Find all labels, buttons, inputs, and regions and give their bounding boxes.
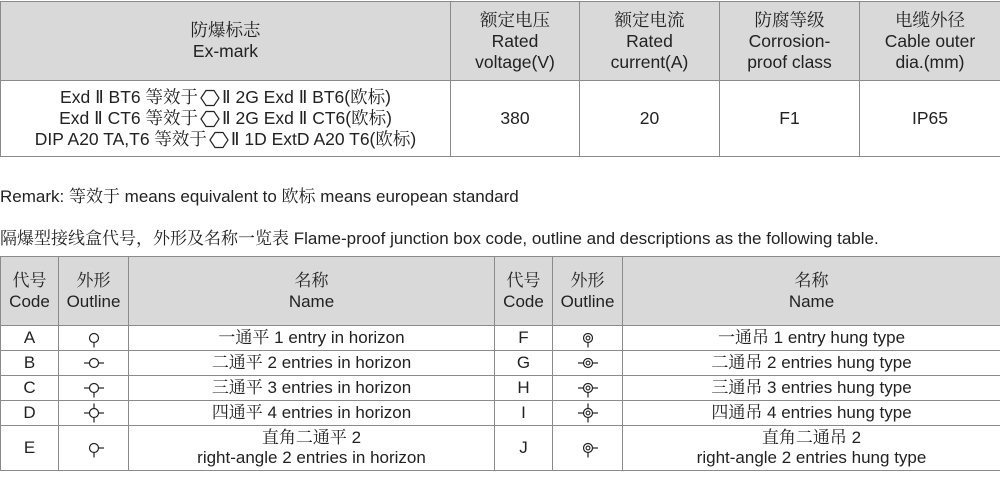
two-entries-horizontal-icon [83, 353, 105, 373]
table-row [1, 326, 1000, 351]
header-line: Cable outer [884, 30, 976, 51]
ex-mark-cell [1, 81, 451, 157]
name-cell [623, 326, 1000, 351]
header-line: 防爆标志 [190, 20, 261, 40]
right-angle-two-entries-hung-icon [577, 438, 599, 458]
outline-cell [59, 426, 129, 471]
spec-data-row [1, 81, 1000, 157]
name-cell [129, 376, 495, 401]
ex-logo-icon [209, 131, 229, 149]
outline-cell [553, 401, 623, 426]
outline-header [59, 257, 129, 326]
name-header [129, 257, 495, 326]
table-row [1, 351, 1000, 376]
code-cell: C [1, 376, 59, 401]
outline-cell [553, 426, 623, 471]
name-line: 一通平 1 entry in horizon [218, 328, 405, 347]
code-cell: J [495, 426, 553, 471]
corrosion-class-value: F1 [720, 81, 860, 157]
name-line: right-angle 2 entries hung type [696, 448, 927, 467]
name-line: 二通吊 2 entries hung type [711, 353, 912, 372]
name-line: 四通平 4 entries in horizon [211, 403, 412, 422]
name-line: 四通吊 4 entries hung type [711, 403, 912, 422]
outline-cell [553, 326, 623, 351]
rated-voltage-value: 380 [451, 81, 580, 157]
name-cell [129, 351, 495, 376]
two-entries-hung-icon [577, 353, 599, 373]
ex-logo-icon [200, 89, 220, 107]
name-cell [623, 351, 1000, 376]
code-cell: E [1, 426, 59, 471]
outline-cell [59, 326, 129, 351]
code-cell: H [495, 376, 553, 401]
four-entries-hung-icon [577, 403, 599, 423]
header-line: 代号 [506, 271, 541, 290]
four-entries-horizontal-icon [83, 403, 105, 423]
header-line: Outline [66, 292, 121, 311]
rated-voltage-header [451, 2, 580, 81]
ex-mark-text: DIP A20 TA,T6 等效于 [34, 129, 207, 149]
header-line: Rated [491, 30, 539, 51]
code-header [1, 257, 59, 326]
header-line: Code [9, 292, 50, 311]
name-line: 三通吊 3 entries hung type [711, 378, 912, 397]
outline-cell [553, 376, 623, 401]
spec-header-row [1, 2, 1000, 81]
header-line: current(A) [610, 51, 689, 72]
code-table-body [1, 326, 1000, 471]
three-entries-horizontal-icon [83, 378, 105, 398]
remark-text: Remark: 等效于 means equivalent to 欧标 means european standard [0, 187, 519, 206]
code-table [0, 256, 1000, 471]
ex-mark-line [1, 129, 450, 150]
code-header [495, 257, 553, 326]
code-cell: B [1, 351, 59, 376]
header-line: 电缆外径 [895, 9, 965, 30]
header-line: 外形 [76, 271, 111, 290]
header-line: 额定电流 [614, 9, 685, 30]
table-row [1, 426, 1000, 471]
rated-current-header [580, 2, 720, 81]
code-cell: F [495, 326, 553, 351]
code-cell: D [1, 401, 59, 426]
outline-header [553, 257, 623, 326]
header-line: Outline [560, 292, 615, 311]
header-line: voltage(V) [475, 51, 555, 72]
header-line: Rated [626, 30, 673, 51]
code-cell: G [495, 351, 553, 376]
ex-mark-text: Exd Ⅱ BT6 等效于 [60, 87, 198, 107]
table-row [1, 376, 1000, 401]
cable-outer-dia-header [860, 2, 1000, 81]
intro-text: 隔爆型接线盒代号，外形及名称一览表 Flame-proof junction box code, outline and descriptions as the following table. [0, 229, 879, 248]
header-line: proof class [747, 51, 832, 72]
header-line: Ex-mark [192, 41, 259, 61]
ex-mark-header [1, 2, 451, 81]
name-cell [129, 426, 495, 471]
name-cell [623, 376, 1000, 401]
outline-cell [553, 351, 623, 376]
name-cell [129, 401, 495, 426]
corrosion-class-header [720, 2, 860, 81]
one-entry-horizontal-icon [83, 328, 105, 348]
header-line: Corrosion- [748, 30, 831, 51]
spec-table [0, 1, 1000, 157]
ex-mark-text: Exd Ⅱ CT6 等效于 [59, 108, 199, 128]
name-line: right-angle 2 entries in horizon [197, 448, 426, 467]
code-cell: A [1, 326, 59, 351]
header-line: 外形 [570, 271, 605, 290]
header-line: 代号 [12, 271, 47, 290]
cable-outer-dia-value: IP65 [860, 81, 1000, 157]
name-line: 直角二通吊 2 [761, 428, 862, 447]
name-header [623, 257, 1000, 326]
header-line: Name [788, 292, 835, 311]
one-entry-hung-icon [577, 328, 599, 348]
outline-cell [59, 401, 129, 426]
ex-mark-text: Ⅱ 2G Exd Ⅱ CT6(欧标) [222, 108, 392, 128]
name-cell [129, 326, 495, 351]
ex-mark-text: Ⅱ 1D ExtD A20 T6(欧标) [230, 129, 417, 149]
code-cell: I [495, 401, 553, 426]
name-line: 直角二通平 2 [261, 428, 362, 447]
header-line: dia.(mm) [895, 51, 965, 72]
outline-cell [59, 376, 129, 401]
code-header-row [1, 257, 1000, 326]
name-line: 一通吊 1 entry hung type [717, 328, 906, 347]
header-line: 名称 [794, 271, 829, 290]
header-line: Name [288, 292, 335, 311]
header-line: 名称 [294, 271, 329, 290]
right-angle-two-entries-horizontal-icon [83, 438, 105, 458]
header-line: 防腐等级 [754, 9, 825, 30]
ex-mark-text: Ⅱ 2G Exd Ⅱ BT6(欧标) [222, 87, 391, 107]
name-cell [623, 426, 1000, 471]
header-line: 额定电压 [480, 9, 550, 30]
header-line: Code [503, 292, 544, 311]
name-cell [623, 401, 1000, 426]
name-line: 二通平 2 entries in horizon [211, 353, 412, 372]
rated-current-value: 20 [580, 81, 720, 157]
table-row [1, 401, 1000, 426]
name-line: 三通平 3 entries in horizon [211, 378, 412, 397]
ex-mark-line [1, 87, 450, 108]
ex-logo-icon [200, 110, 220, 128]
outline-cell [59, 351, 129, 376]
three-entries-hung-icon [577, 378, 599, 398]
ex-mark-line [1, 108, 450, 129]
